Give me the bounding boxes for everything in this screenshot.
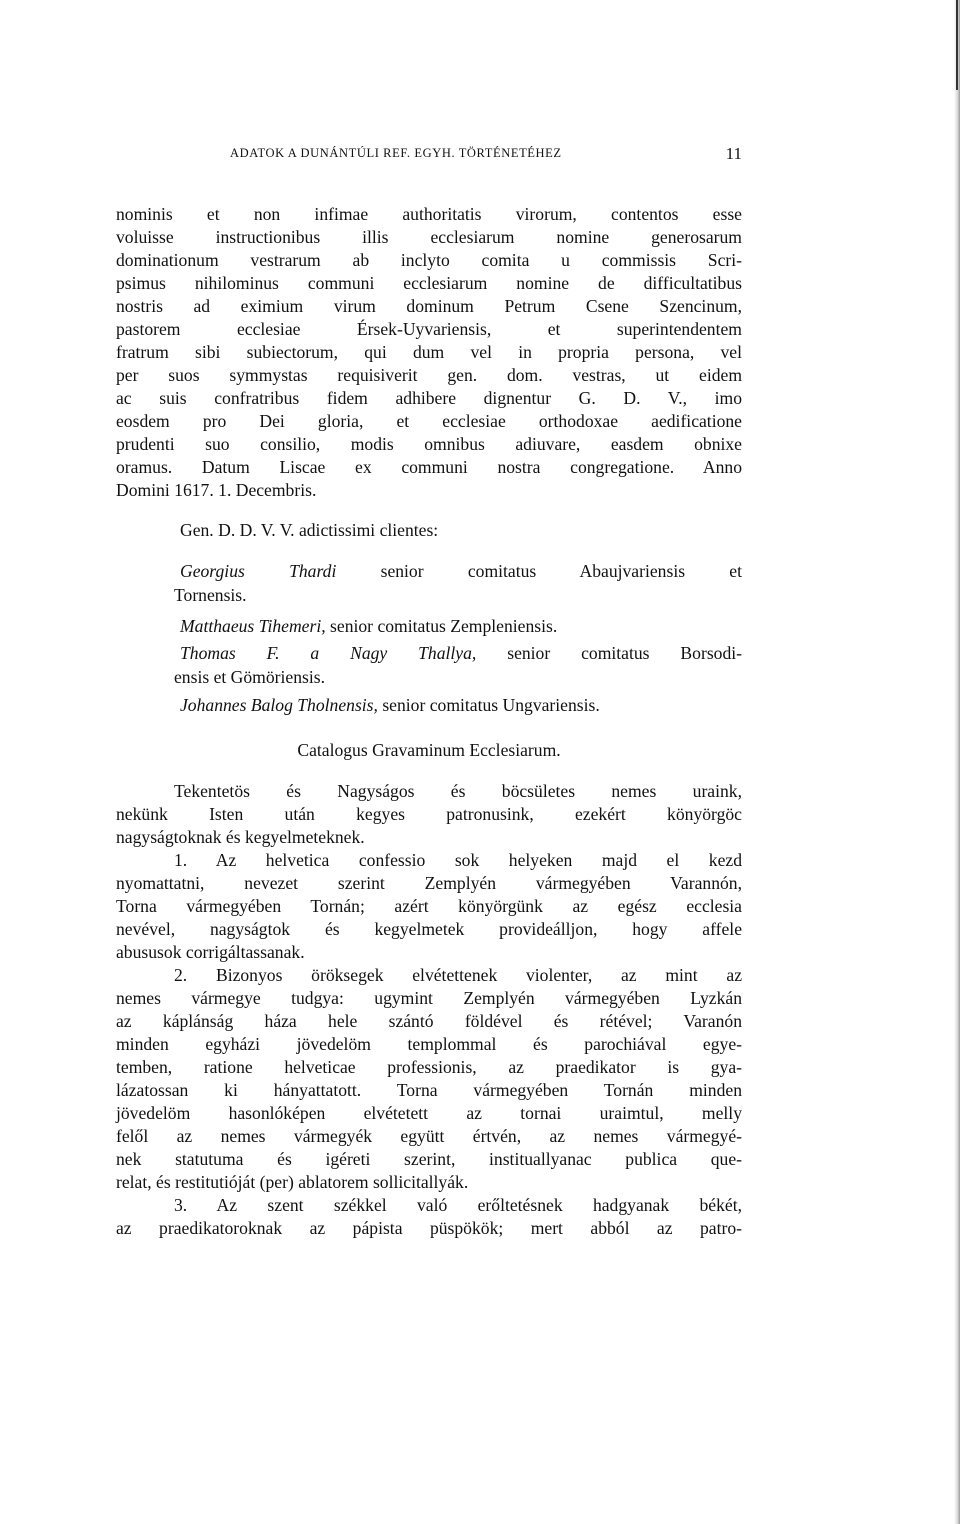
signatory-1-continuation: Tornensis. bbox=[174, 585, 247, 605]
signatory-4 bbox=[180, 693, 742, 717]
latin-line-8: per suos symmystas requisiverit gen. dom. vestras, ut eidem bbox=[116, 365, 742, 385]
latin-line-7: fratrum sibi subiectorum, qui dum vel in propria persona, vel bbox=[116, 342, 742, 362]
signatory-4-name: Johannes Balog Tholnensis, bbox=[180, 695, 378, 715]
hu-line-8: abususok corrigáltassanak. bbox=[116, 942, 305, 962]
hu-line-19: 3. Az szent székkel való erőltetésnek hadgyanak békét, bbox=[174, 1195, 742, 1215]
latin-line-3: dominationum vestrarum ab inclyto comita u commissis Scri- bbox=[116, 250, 742, 270]
latin-line-13: Domini 1617. 1. Decembris. bbox=[116, 480, 317, 500]
running-title: ADATOK A DUNÁNTÚLI REF. EGYH. TÖRTÉNETÉHEZ bbox=[230, 146, 562, 160]
latin-line-5: nostris ad eximium virum dominum Petrum Csene Szencinum, bbox=[116, 296, 742, 316]
latin-line-2: voluisse instructionibus illis ecclesiarum nomine generosarum bbox=[116, 227, 742, 247]
hu-line-12: minden egyházi jövedelöm templommal és parochiával egye- bbox=[116, 1034, 742, 1054]
latin-line-1: nominis et non infimae authoritatis virorum, contentos esse bbox=[116, 204, 742, 224]
signatory-3-continuation: ensis et Gömöriensis. bbox=[174, 667, 325, 687]
hu-line-18: relat, és restitutióját (per) ablatorem sollicitallyák. bbox=[116, 1172, 469, 1192]
hu-line-11: az káplánság háza hele szántó földével és rétével; Varanón bbox=[116, 1011, 742, 1031]
latin-line-4: psimus nihilominus communi ecclesiarum nomine de difficultatibus bbox=[116, 273, 742, 293]
signatory-2-title: senior comitatus Zempleniensis. bbox=[330, 616, 558, 636]
hu-line-10: nemes vármegye tudgya: ugymint Zemplyén vármegyében Lyzkán bbox=[116, 988, 742, 1008]
latin-line-12: oramus. Datum Liscae ex communi nostra congregatione. Anno bbox=[116, 457, 742, 477]
signatory-1-title: senior comitatus Abaujvariensis et bbox=[380, 561, 742, 581]
page-edge-shadow bbox=[954, 0, 960, 1524]
page-number: 11 bbox=[725, 144, 742, 163]
hu-line-4: 1. Az helvetica confessio sok helyeken majd el kezd bbox=[174, 850, 742, 870]
signatory-2-name: Matthaeus Tihemeri, bbox=[180, 616, 326, 636]
signatory-4-title: senior comitatus Ungvariensis. bbox=[382, 695, 600, 715]
signatory-3-name: Thomas F. a Nagy Thallya, bbox=[180, 643, 477, 663]
hu-line-5: nyomattatni, nevezet szerint Zemplyén vármegyében Varannón, bbox=[116, 873, 742, 893]
hu-line-16: felől az nemes vármegyék együtt értvén, az nemes vármegyé- bbox=[116, 1126, 742, 1146]
signatory-1-name: Georgius Thardi bbox=[180, 561, 337, 581]
running-head bbox=[230, 146, 742, 168]
signatory-1 bbox=[180, 559, 742, 583]
hu-line-13: temben, ratione helveticae professionis, az praedikator is gya- bbox=[116, 1057, 742, 1077]
hu-line-14: lázatossan ki hányattatott. Torna vármegyében Tornán minden bbox=[116, 1080, 742, 1100]
hu-line-3: nagyságtoknak és kegyelmeteknek. bbox=[116, 827, 365, 847]
signatory-3 bbox=[180, 641, 742, 665]
hu-line-7: nevével, nagyságtok és kegyelmetek provideálljon, hogy affele bbox=[116, 919, 742, 939]
hu-line-2: nekünk Isten után kegyes patronusink, ezekért könyörgöc bbox=[116, 804, 742, 824]
latin-line-6: pastorem ecclesiae Érsek-Uyvariensis, et superintendentem bbox=[116, 319, 742, 339]
hu-line-17: nek statutuma és igéreti szerint, instituallyanac publica que- bbox=[116, 1149, 742, 1169]
hu-line-6: Torna vármegyében Tornán; azért könyörgünk az egész ecclesia bbox=[116, 896, 742, 916]
latin-line-11: prudenti suo consilio, modis omnibus adiuvare, easdem obnixe bbox=[116, 434, 742, 454]
hu-line-1: Tekentetös és Nagyságos és böcsületes nemes uraink, bbox=[174, 781, 742, 801]
section-title: Catalogus Gravaminum Ecclesiarum. bbox=[297, 740, 561, 760]
signatory-3-title: senior comitatus Borsodi- bbox=[507, 643, 743, 663]
page-edge-mark bbox=[956, 0, 958, 90]
closing-line: Gen. D. D. V. V. adictissimi clientes: bbox=[180, 520, 439, 540]
latin-line-10: eosdem pro Dei gloria, et ecclesiae orthodoxae aedificatione bbox=[116, 411, 742, 431]
hu-line-15: jövedelöm hasonlóképen elvétetett az tornai uraimtul, melly bbox=[116, 1103, 742, 1123]
signatory-2 bbox=[180, 614, 742, 638]
hu-line-9: 2. Bizonyos öröksegek elvétettenek violenter, az mint az bbox=[174, 965, 742, 985]
hu-line-20: az praedikatoroknak az pápista püspökök; mert abból az patro- bbox=[116, 1218, 742, 1238]
latin-line-9: ac suis confratribus fidem adhibere dignentur G. D. V., imo bbox=[116, 388, 742, 408]
